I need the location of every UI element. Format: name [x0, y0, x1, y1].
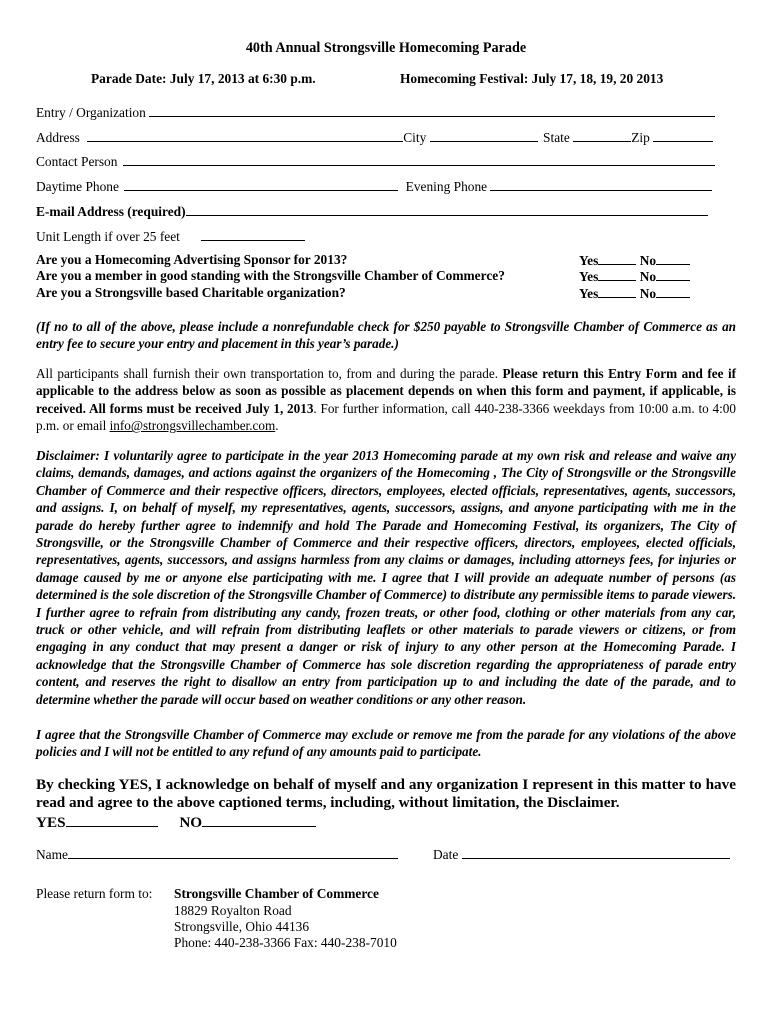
yes-no-row	[36, 812, 316, 832]
yes-label: Yes	[579, 286, 599, 301]
date-label: Date	[433, 847, 459, 862]
return-phone: Phone: 440-238-3366 Fax: 440-238-7010	[174, 935, 397, 950]
return-city: Strongsville, Ohio 44136	[174, 919, 310, 934]
address-row	[36, 129, 713, 147]
participants-paragraph	[36, 365, 736, 435]
disclaimer: Disclaimer: I voluntarily agree to participate in the year 2013 Homecoming parade at my own risk and release and waive any claims, demands, damages, and actions against the organizers of the Homecoming , The City of Strongsville or the Strongsville Chamber of Commerce and their respective officers, directors, employees, elected officials, representatives, agents, successors, and assigns. I, on behalf of myself, my representatives, agents, successors, assigns, and anyone participating with me in the parade do hereby further agree to indemnify and hold The Parade and Homecoming Festival, its organizers, The City of Strongsville, or the Strongsville Chamber of Commerce and their respective officers, directors, employees, elected officials, representatives, agents, successors, and assigns harmless from any claims or damages, including attorneys fees, for injuries or damage caused by me or anyone else participating with me. I agree that I will provide an adequate number of persons (as determined is the sole discretion of the Strongsville Chamber of Commerce) to distribute any permissible items to parade viewers. I further agree to refrain from distributing any candy, frozen treats, or other food, clothing or other materials from any car, truck or other vehicle, and will refrain from distributing leaflets or other materials to parade viewers or citizens, or from engaging in any conduct that may present a danger or risk of injury to any other person at the Homecoming Parade. I acknowledge that the Strongsville Chamber of Commerce has sole discretion regarding the appropriateness of parade entry content, and reserves the right to disallow an entry from participation up to and including the date of the parade, and to determine whether the parade will occur based on weather conditions or any other reason.	[36, 448, 737, 707]
yes-blank[interactable]	[598, 285, 636, 298]
date-input[interactable]	[462, 846, 730, 859]
yes-blank[interactable]	[598, 268, 636, 281]
contact-person-label: Contact Person	[36, 154, 118, 169]
contact-person-row	[36, 153, 715, 171]
email-link[interactable]: info@strongsvillechamber.com	[109, 418, 276, 434]
return-label: Please return form to:	[36, 886, 153, 901]
daytime-phone-input[interactable]	[124, 178, 398, 191]
zip-input[interactable]	[653, 129, 713, 142]
no-checkbox[interactable]	[202, 812, 316, 827]
email-row	[36, 203, 708, 221]
email-label: E-mail Address (required)	[36, 204, 186, 219]
participants-end: .	[275, 418, 279, 434]
answer-row-member	[579, 268, 690, 285]
yes-label: Yes	[579, 269, 599, 284]
no-blank[interactable]	[656, 285, 690, 298]
state-label: State	[543, 130, 570, 145]
no-label: No	[639, 269, 657, 284]
name-row	[36, 846, 398, 864]
evening-phone-input[interactable]	[490, 178, 712, 191]
return-street: 18829 Royalton Road	[174, 903, 292, 918]
question-member: Are you a member in good standing with the Strongsville Chamber of Commerce?	[36, 268, 505, 283]
question-charitable: Are you a Strongsville based Charitable organization?	[36, 285, 346, 300]
no-blank[interactable]	[656, 268, 690, 281]
entry-organization-label: Entry / Organization	[36, 105, 146, 120]
name-input[interactable]	[68, 846, 398, 859]
answer-row-sponsor	[579, 252, 690, 269]
answer-row-charitable	[579, 285, 690, 302]
contact-person-input[interactable]	[123, 153, 715, 166]
name-label: Name	[36, 847, 68, 862]
no-blank[interactable]	[656, 252, 690, 265]
unit-length-input[interactable]	[201, 228, 305, 241]
yes-blank[interactable]	[598, 252, 636, 265]
city-input[interactable]	[430, 129, 538, 142]
yes-checkbox-label: YES	[36, 814, 66, 831]
festival-dates: Homecoming Festival: July 17, 18, 19, 20 2013	[400, 71, 664, 86]
yes-label: Yes	[579, 253, 599, 268]
zip-label: Zip	[631, 130, 650, 145]
unit-length-row	[36, 228, 305, 246]
form-title: 40th Annual Strongsville Homecoming Parade	[245, 40, 527, 56]
return-org: Strongsville Chamber of Commerce	[174, 886, 379, 901]
date-row	[433, 846, 730, 864]
parade-date: Parade Date: July 17, 2013 at 6:30 p.m.	[91, 71, 316, 86]
evening-phone-label: Evening Phone	[405, 179, 488, 194]
question-sponsor: Are you a Homecoming Advertising Sponsor for 2013?	[36, 252, 348, 267]
return-instructions: Please return this Entry Form and fee if applicable to the address below as soon as possible as placement depends on when this form and payment, if applicable, is received. All forms must be received July 1, 2013	[36, 366, 737, 416]
contact-info-text: . For further information, call 440-238-3366 weekdays from 10:00 a.m. to 4:00 p.m. or email	[36, 400, 736, 434]
unit-length-label: Unit Length if over 25 feet	[36, 229, 180, 244]
address-label: Address	[36, 130, 80, 145]
no-checkbox-label: NO	[179, 814, 203, 831]
acknowledgement: By checking YES, I acknowledge on behalf of myself and any organization I represent in this matter to have read and agree to the above captioned terms, including, without limitation, the Disclaimer.	[36, 776, 736, 811]
entry-organization-row	[36, 104, 715, 122]
daytime-phone-label: Daytime Phone	[36, 179, 119, 194]
no-label: No	[639, 253, 657, 268]
state-input[interactable]	[573, 129, 631, 142]
email-input[interactable]	[186, 203, 708, 216]
exclusion-agreement: I agree that the Strongsville Chamber of Commerce may exclude or remove me from the parade for any violations of the above policies and I will not be entitled to any refund of any amounts paid to participate.	[36, 727, 736, 760]
address-input[interactable]	[87, 129, 403, 142]
fee-note: (If no to all of the above, please include a nonrefundable check for $250 payable to Strongsville Chamber of Commerce as an entry fee to secure your entry and placement in this year’s parade.)	[36, 319, 736, 352]
phone-row	[36, 178, 712, 196]
no-label: No	[639, 286, 657, 301]
entry-organization-input[interactable]	[149, 104, 715, 117]
city-label: City	[403, 130, 427, 145]
participants-text: All participants shall furnish their own transportation to, from and during the parade.	[36, 366, 499, 381]
yes-checkbox[interactable]	[66, 812, 158, 827]
